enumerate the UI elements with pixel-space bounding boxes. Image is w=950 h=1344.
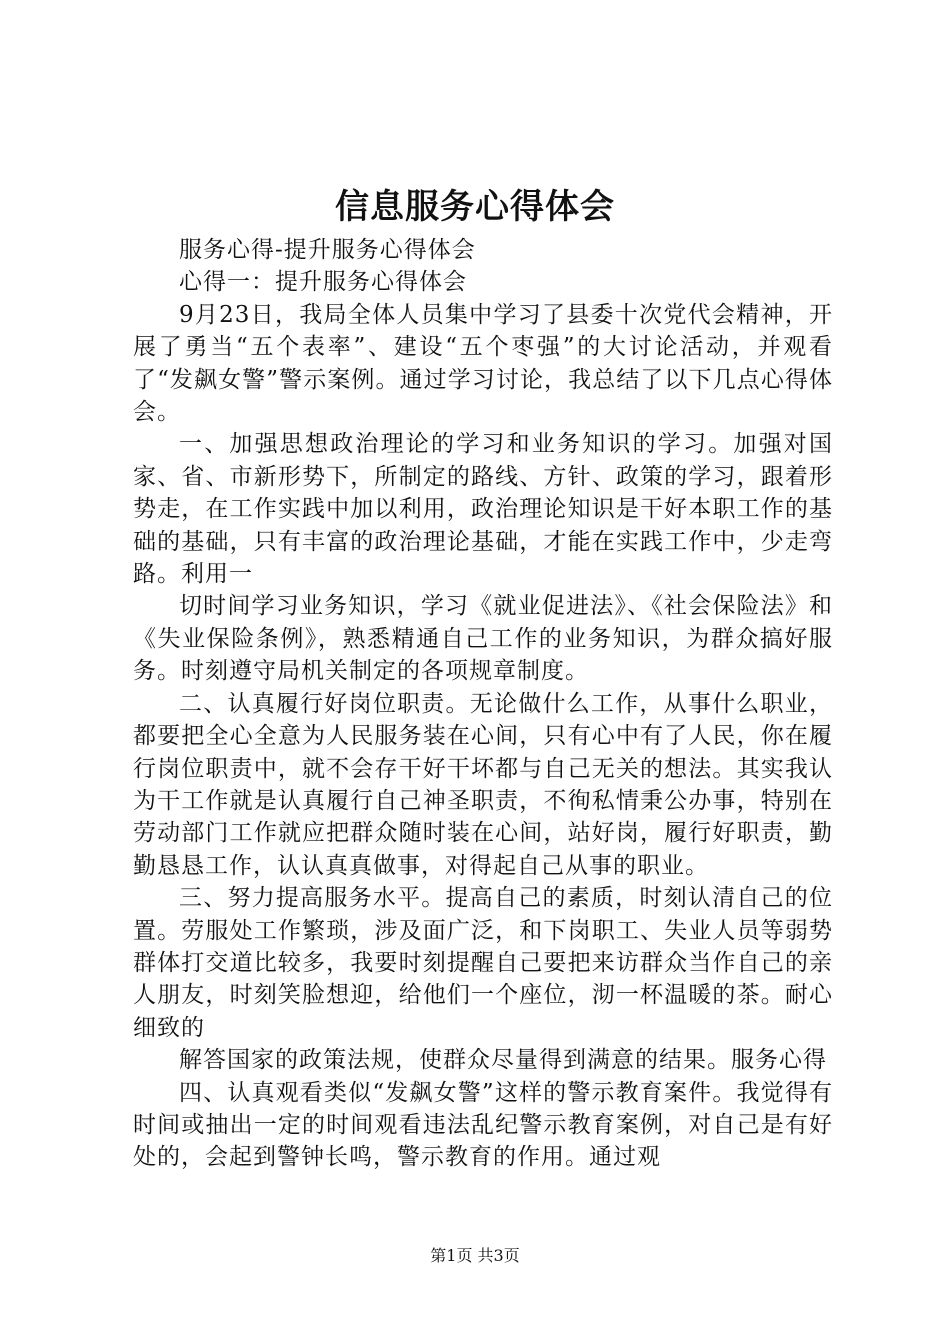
document-body [133,234,833,1174]
paragraph: 切时间学习业务知识，学习《就业促进法》、《社会保险法》和《失业保险条例》，熟悉精通自己工作的业务知识，为群众搞好服务。时刻遵守局机关制定的各项规章制度。 [133,593,833,685]
paragraph: 二、认真履行好岗位职责。无论做什么工作，从事什么职业，都要把全心全意为人民服务装在心间，只有心中有了人民，你在履行岗位职责中，就不会存干好干坏都与自己无关的想法。其实我认为干工作就是认真履行自己神圣职责，不徇私情秉公办事，特别在劳动部门工作就应把群众随时装在心间，站好岗，履行好职责，勤勤恳恳工作，认认真真做事，对得起自己从事的职业。 [133,690,833,879]
page-footer: 第1页 共3页 [430,1246,520,1265]
paragraph: 服务心得-提升服务心得体会 [179,237,476,263]
paragraph: 三、努力提高服务水平。提高自己的素质，时刻认清自己的位置。劳服处工作繁琐，涉及面广泛，和下岗职工、失业人员等弱势群体打交道比较多，我要时刻提醒自己要把来访群众当作自己的亲人朋友，时刻笑脸想迎，给他们一个座位，沏一杯温暖的茶。耐心细致的 [133,885,833,1041]
document-title: 信息服务心得体会 [335,187,615,227]
paragraph: 心得一：提升服务心得体会 [179,269,467,296]
paragraph: 9月23日，我局全体人员集中学习了县委十次党代会精神，开展了勇当“五个表率”、建设“五个枣强”的大讨论活动，并观看了“发飙女警”警示案例。通过学习讨论，我总结了以下几点心得体会。 [133,301,833,426]
paragraph: 解答国家的政策法规，使群众尽量得到满意的结果。服务心得 [179,1047,827,1074]
paragraph: 一、加强思想政治理论的学习和业务知识的学习。加强对国家、省、市新形势下，所制定的路线、方针、政策的学习，跟着形势走，在工作实践中加以利用，政治理论知识是干好本职工作的基础的基础，只有丰富的政治理论基础，才能在实践工作中，少走弯路。利用一 [133,431,833,588]
paragraph: 四、认真观看类似“发飙女警”这样的警示教育案件。我觉得有时间或抽出一定的时间观看违法乱纪警示教育案例，对自己是有好处的，会起到警钟长鸣，警示教育的作用。通过观 [133,1079,833,1171]
